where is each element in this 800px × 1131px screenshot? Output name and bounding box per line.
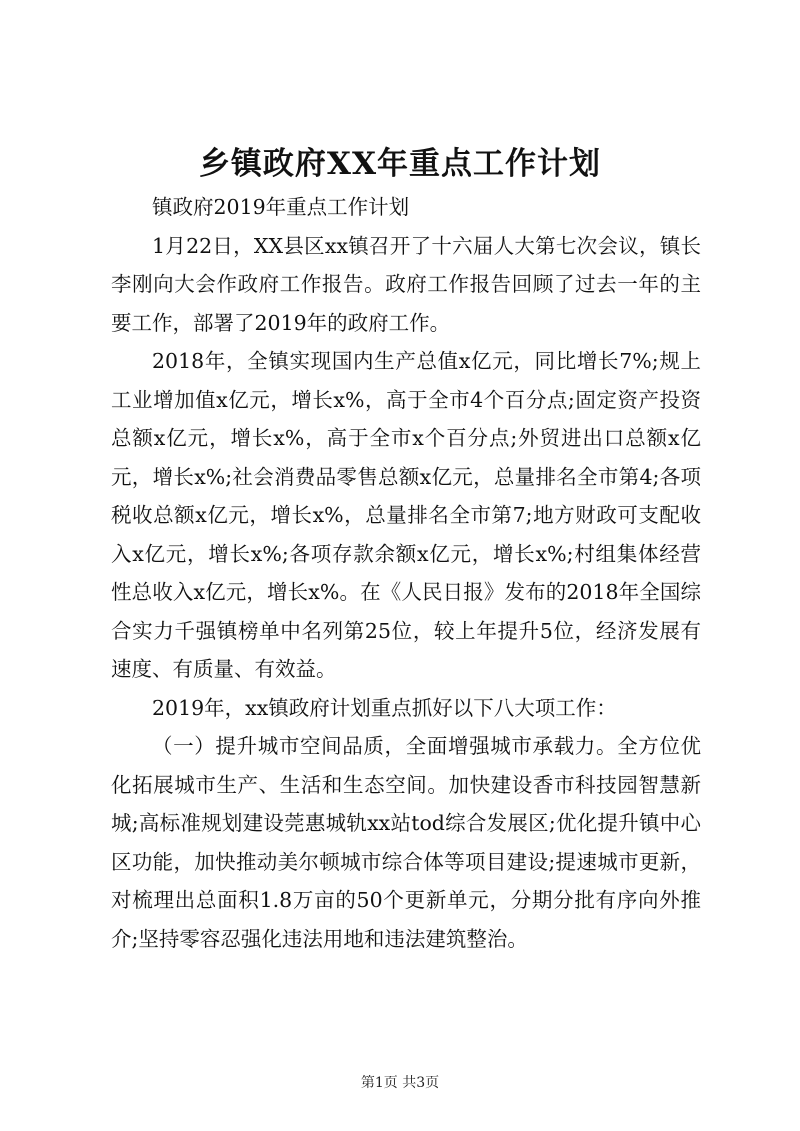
paragraph-subtitle: 镇政府2019年重点工作计划 [152, 195, 410, 219]
page-number-footer: 第1页 共3页 [360, 1075, 440, 1091]
paragraph-economy: 2018年，全镇实现国内生产总值x亿元，同比增长7%;规上工业增加值x亿元，增长x%，高于全市4个百分点;固定资产投资总额x亿元，增长x%，高于全市x个百分点;外贸进出口总额x亿元，增长x%;社会消费品零售总额x亿元，总量排名全市第4;各项税收总额x亿元，增长x%，总量排名全市第7;地方财政可支配收入x亿元，增长x%;各项存款余额x亿元，增长x%;村组集体经营性总收入x亿元，增长x%。在《人民日报》发布的2018年全国综合实力千强镇榜单中名列第25位，较上年提升5位，经济发展有速度、有质量、有效益。 [111, 349, 701, 681]
paragraph-plan-intro: 2019年，xx镇政府计划重点抓好以下八大项工作： [152, 695, 617, 720]
paragraph-item-one: （一）提升城市空间品质，全面增强城市承载力。全方位优化拓展城市生产、生活和生态空间。加快建设香市科技园智慧新城;高标准规划建设莞惠城轨xx站tod综合发展区;优化提升镇中心区功能，加快推动美尔顿城市综合体等项目建设;提速城市更新，对梳理出总面积1.8万亩的50个更新单元，分期分批有序向外推介;坚持零容忍强化违法用地和违法建筑整治。 [111, 734, 701, 951]
paragraph-meeting: 1月22日，XX县区xx镇召开了十六届人大第七次会议，镇长李刚向大会作政府工作报告。政府工作报告回顾了过去一年的主要工作，部署了2019年的政府工作。 [111, 233, 701, 335]
document-body [111, 188, 701, 958]
document-title: 乡镇政府XX年重点工作计划 [198, 146, 602, 182]
